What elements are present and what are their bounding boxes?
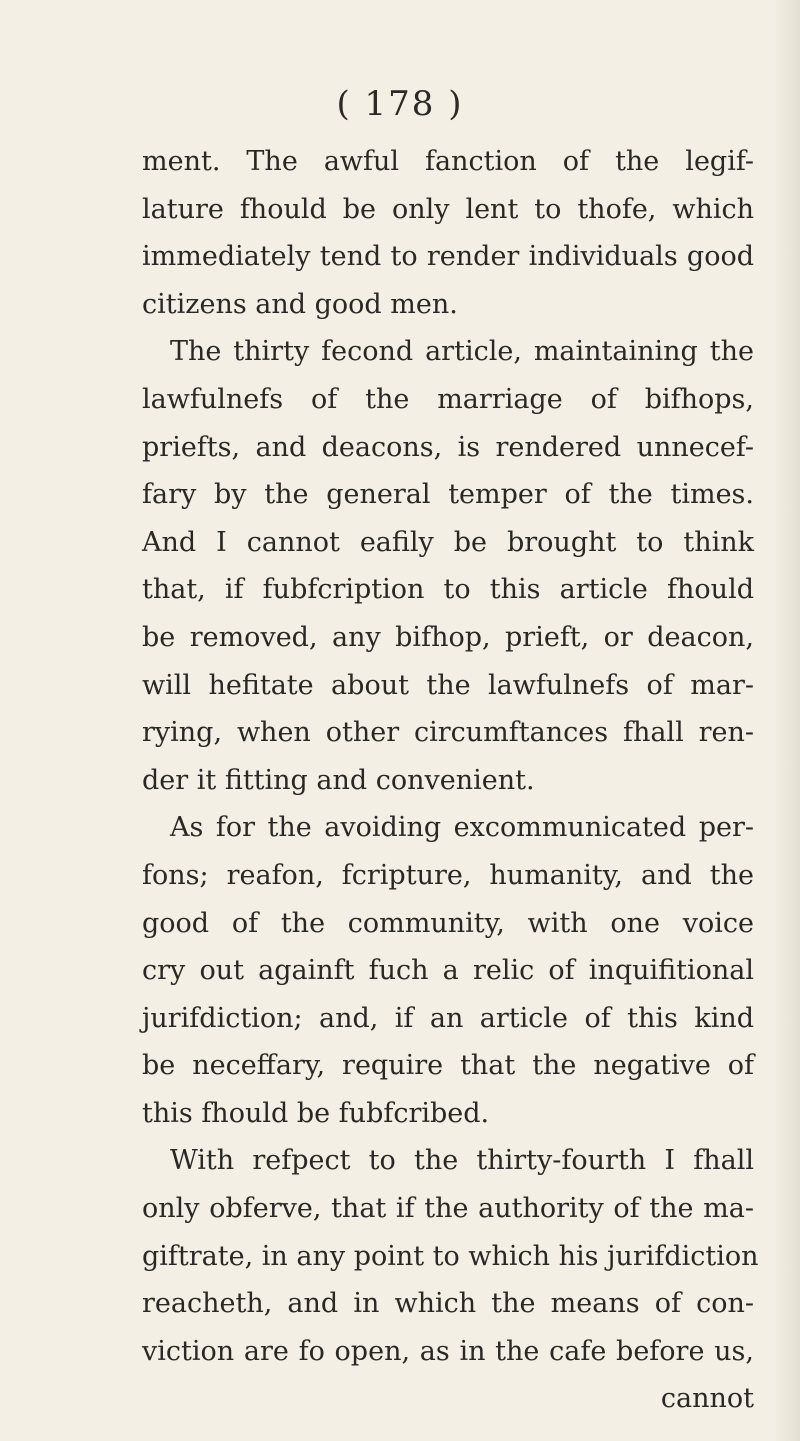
text-line: immediately tend to render individuals good: [142, 241, 754, 273]
text-line: viction are fo open, as in the cafe before us,: [142, 1335, 754, 1367]
text-line: this fhould be fubfcribed.: [142, 1097, 490, 1129]
text-line: fary by the general temper of the times.: [142, 479, 754, 511]
text-line: priefts, and deacons, is rendered unnecef-: [142, 431, 754, 463]
text-line: be removed, any bifhop, prieft, or deacon,: [142, 621, 754, 653]
text-line: citizens and good men.: [142, 288, 458, 320]
text-line: giftrate, in any point to which his jurifdiction: [142, 1240, 759, 1272]
text-line: that, if fubfcription to this article fhould: [142, 574, 754, 606]
page-edge-shadow: [774, 0, 800, 1441]
text-line: ment. The awful fanction of the legif-: [142, 146, 754, 177]
text-line: With refpect to the thirty-fourth I fhall: [170, 1145, 754, 1177]
page-number: ( 178 ): [336, 84, 464, 124]
catchword: cannot: [660, 1383, 754, 1415]
text-line: As for the avoiding excommunicated per-: [170, 812, 754, 844]
text-line: fons; reafon, fcripture, humanity, and the: [142, 859, 754, 891]
text-line: And I cannot eafily be brought to think: [142, 526, 754, 558]
body-text: [142, 138, 759, 1423]
text-line: The thirty fecond article, maintaining the: [170, 336, 754, 368]
text-line: good of the community, with one voice: [142, 907, 754, 939]
text-line: lature fhould be only lent to thofe, which: [142, 193, 754, 225]
text-line: reacheth, and in which the means of con-: [142, 1288, 754, 1320]
text-line: cry out againft fuch a relic of inquifitional: [142, 955, 754, 987]
text-line: rying, when other circumftances fhall ren-: [142, 717, 754, 749]
text-line: lawfulnefs of the marriage of bifhops,: [142, 383, 754, 415]
text-line: der it fitting and convenient.: [142, 764, 535, 796]
text-line: will hefitate about the lawfulnefs of mar-: [142, 669, 754, 701]
text-line: only obferve, that if the authority of the ma-: [142, 1193, 754, 1225]
text-line: be neceffary, require that the negative of: [142, 1050, 754, 1082]
text-line: jurifdiction; and, if an article of this kind: [142, 1002, 754, 1034]
